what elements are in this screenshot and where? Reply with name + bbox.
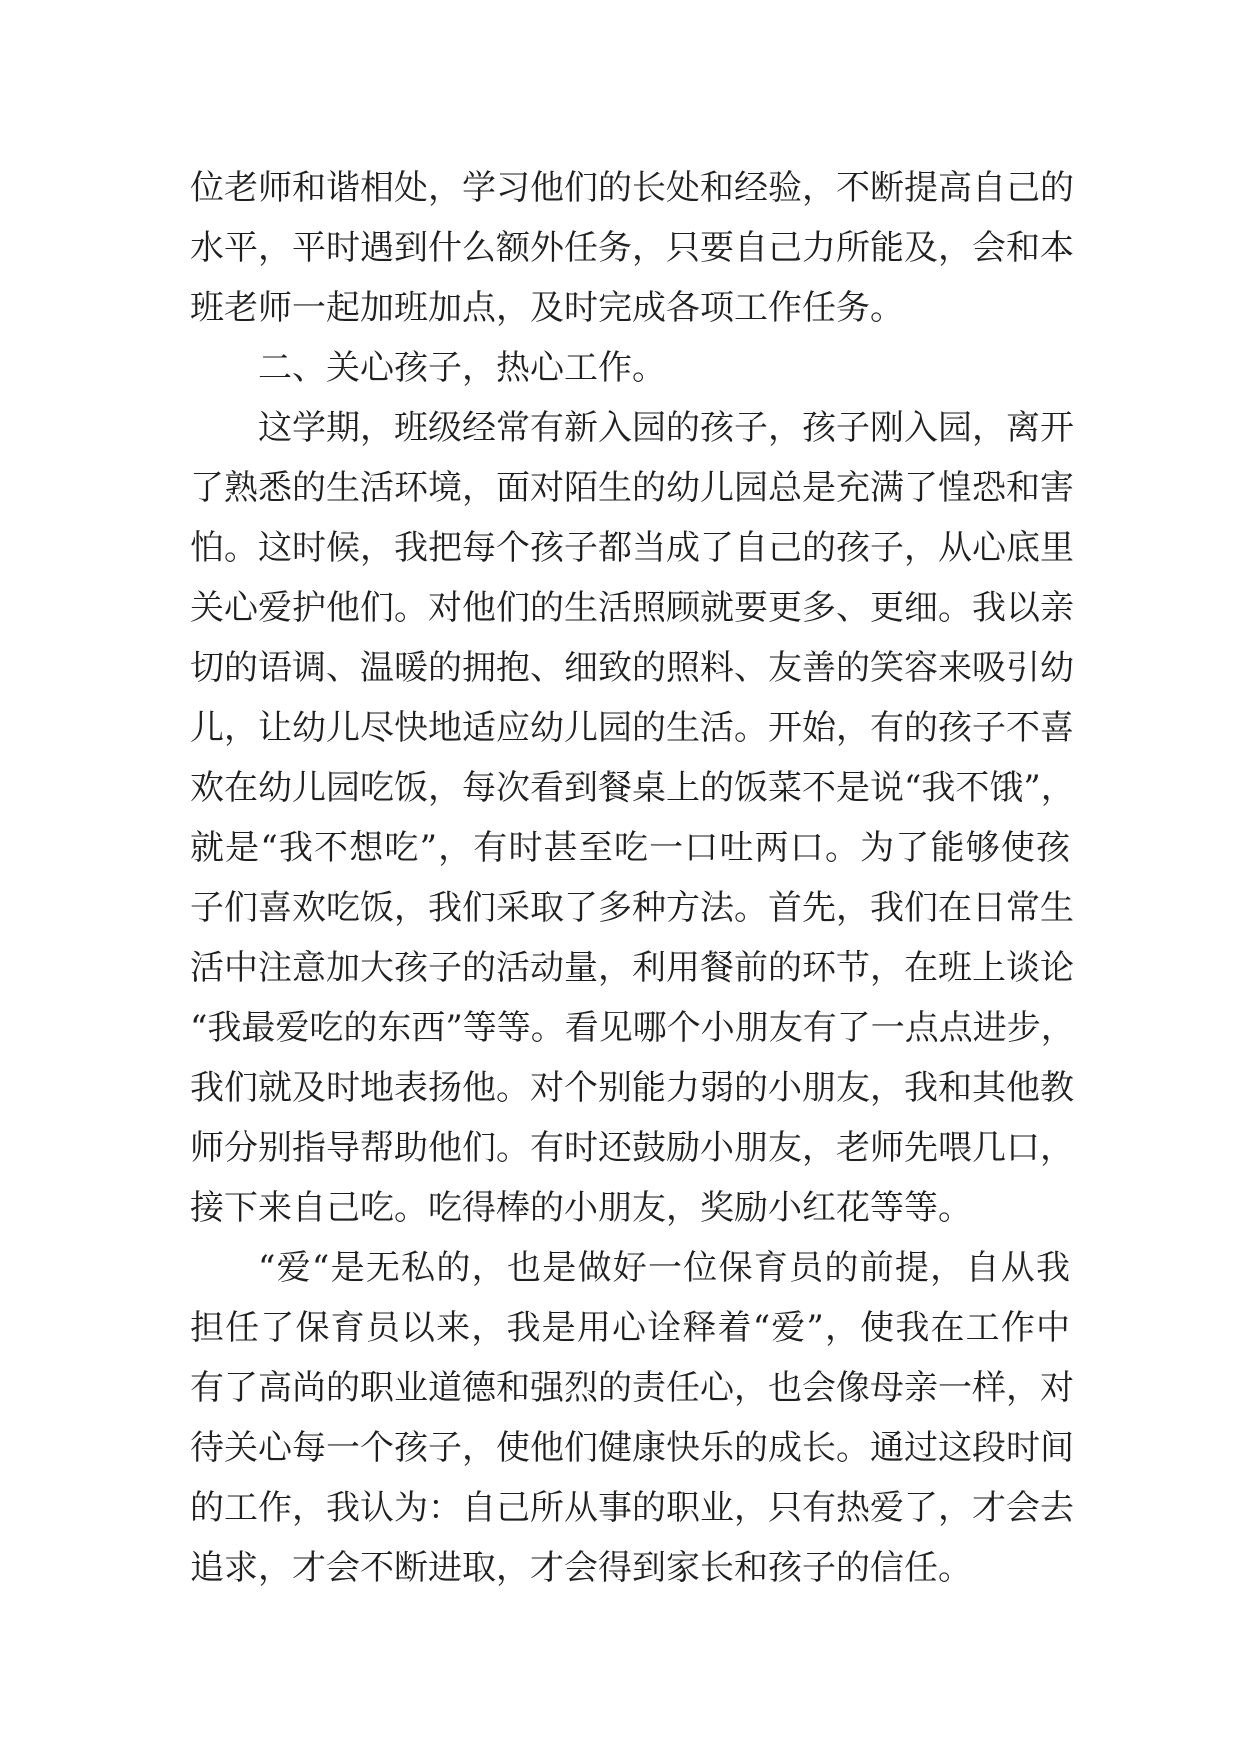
text-line: 关心爱护他们。对他们的生活照顾就要更多、更细。我以亲 (190, 588, 1074, 628)
text-line: 水平，平时遇到什么额外任务，只要自己力所能及，会和本 (190, 228, 1074, 268)
text-line: 有了高尚的职业道德和强烈的责任心，也会像母亲一样，对 (190, 1368, 1074, 1408)
text-line: 追求，才会不断进取，才会得到家长和孩子的信任。 (190, 1548, 972, 1588)
text-line: 活中注意加大孩子的活动量，利用餐前的环节，在班上谈论 (190, 948, 1074, 988)
text-line: 这学期，班级经常有新入园的孩子，孩子刚入园，离开 (258, 408, 1074, 448)
text-line: “爱“是无私的，也是做好一位保育员的前提，自从我 (258, 1248, 1070, 1288)
text-line: 儿，让幼儿尽快地适应幼儿园的生活。开始，有的孩子不喜 (190, 708, 1074, 748)
text-line: 班老师一起加班加点，及时完成各项工作任务。 (190, 288, 904, 328)
text-line: 接下来自己吃。吃得棒的小朋友，奖励小红花等等。 (190, 1188, 972, 1228)
text-line: 我们就及时地表扬他。对个别能力弱的小朋友，我和其他教 (190, 1068, 1074, 1108)
document-body (190, 158, 1075, 1598)
text-line: 待关心每一个孩子，使他们健康快乐的成长。通过这段时间 (190, 1428, 1074, 1468)
text-line: 的工作，我认为：自己所从事的职业，只有热爱了，才会去 (190, 1488, 1074, 1528)
text-line: 师分别指导帮助他们。有时还鼓励小朋友，老师先喂几口， (190, 1128, 1074, 1168)
text-line: 怕。这时候，我把每个孩子都当成了自己的孩子，从心底里 (190, 528, 1074, 568)
text-line: 位老师和谐相处，学习他们的长处和经验，不断提高自己的 (190, 168, 1074, 208)
text-line: 子们喜欢吃饭，我们采取了多种方法。首先，我们在日常生 (190, 888, 1074, 928)
text-line: 了熟悉的生活环境，面对陌生的幼儿园总是充满了惶恐和害 (190, 468, 1074, 508)
text-line: 二、关心孩子，热心工作。 (258, 348, 666, 388)
text-line: 欢在幼儿园吃饭，每次看到餐桌上的饭菜不是说“我不饿”， (190, 768, 1075, 808)
text-line: “我最爱吃的东西”等等。看见哪个小朋友有了一点点进步， (190, 1008, 1075, 1048)
text-line: 担任了保育员以来，我是用心诠释着“爱”，使我在工作中 (190, 1308, 1070, 1348)
text-line: 切的语调、温暖的拥抱、细致的照料、友善的笑容来吸引幼 (190, 648, 1074, 688)
text-line: 就是“我不想吃”，有时甚至吃一口吐两口。为了能够使孩 (190, 828, 1070, 868)
